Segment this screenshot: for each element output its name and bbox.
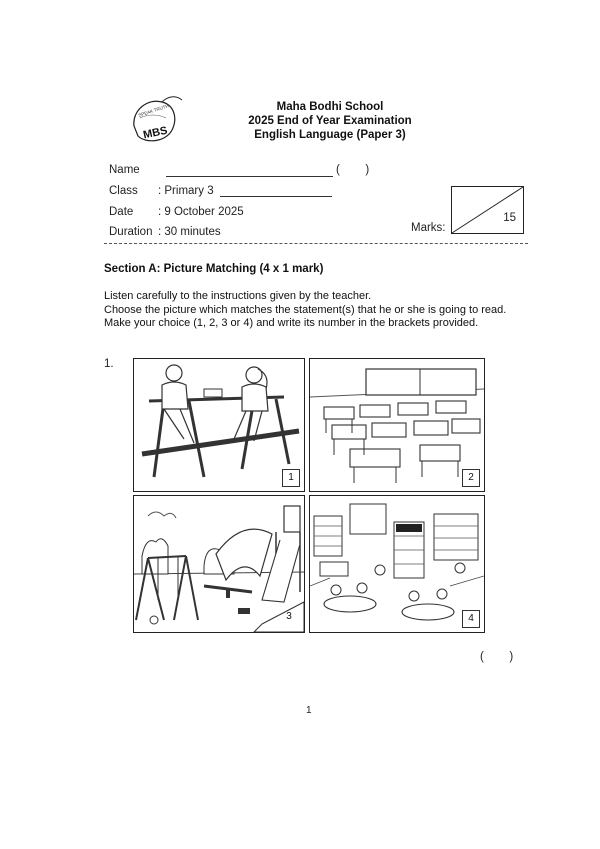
page-number: 1 — [306, 705, 312, 716]
register-number-brackets[interactable]: ( ) — [336, 164, 370, 176]
picture-4-library[interactable] — [309, 495, 485, 633]
class-label: Class — [109, 185, 138, 197]
class-value: : Primary 3 — [158, 185, 214, 197]
header-divider — [104, 243, 528, 244]
instructions — [104, 290, 514, 331]
duration-value: : 30 minutes — [158, 226, 221, 238]
duration-label: Duration — [109, 226, 153, 238]
school-logo — [128, 96, 188, 146]
picture-3-number-overlay: 3 — [286, 611, 292, 622]
picture-1-picnic-table[interactable] — [133, 358, 305, 492]
name-line[interactable] — [166, 176, 333, 177]
picture-4-number: 4 — [462, 610, 480, 628]
date-value: : 9 October 2025 — [158, 206, 244, 218]
exam-title: 2025 End of Year Examination — [248, 115, 412, 127]
section-title: Section A: Picture Matching (4 x 1 mark) — [104, 263, 324, 275]
question-number: 1. — [104, 358, 114, 370]
instruction-listen: Listen carefully to the instructions given by the teacher. — [104, 290, 372, 302]
picture-2-number: 2 — [462, 469, 480, 487]
marks-label: Marks: — [411, 222, 446, 234]
class-line[interactable] — [220, 196, 332, 197]
date-label: Date — [109, 206, 134, 218]
instruction-choose: Choose the picture which matches the statement(s) that he or she is going to read. Make your choice (1, 2, 3 or 4) and write its number in the brackets provided. — [104, 303, 507, 329]
picture-2-classroom[interactable] — [309, 358, 485, 492]
picture-1-number: 1 — [282, 469, 300, 487]
logo-motto: SPEAK TRUTH — [137, 103, 170, 118]
name-label: Name — [109, 164, 140, 176]
marks-total: 15 — [503, 212, 516, 224]
marks-box — [451, 186, 524, 234]
paper-title: English Language (Paper 3) — [254, 129, 406, 141]
logo-letters: MBS — [142, 124, 169, 142]
school-name: Maha Bodhi School — [276, 101, 384, 113]
picture-3-playground[interactable] — [133, 495, 305, 633]
answer-brackets[interactable]: ( ) — [480, 651, 514, 663]
